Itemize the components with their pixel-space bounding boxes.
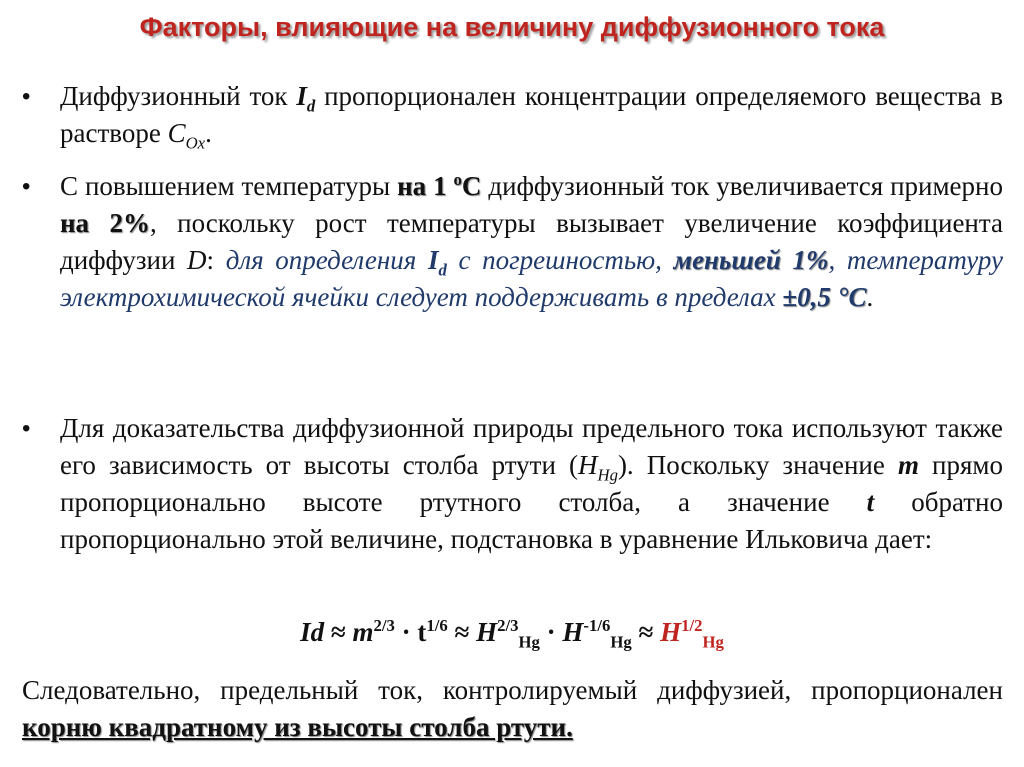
p2-bold-1: на 1 $^о$С: [397, 170, 482, 201]
bullet-3-marker: •: [22, 415, 31, 442]
p1-text-2: пропорционален концентрации определяемого вещества в растворе: [60, 81, 1003, 148]
p2-italic-2: с погрешностью,: [446, 245, 674, 275]
p1-text-1: Диффузионный ток: [60, 81, 297, 111]
p1-id-symbol: $I_d$: [296, 81, 316, 116]
conclusion-text: [22, 672, 1003, 746]
p2-text-3: , поскольку рост температуры вызывает увеличение коэффициента диффузии: [60, 208, 1003, 275]
p3-text-2: ). Поскольку значение: [617, 450, 898, 480]
p2-bold-italic-4: ±0,5 °С: [782, 282, 867, 312]
p2-text-1: С повышением температуры: [60, 171, 398, 201]
p3-text-3: прямо пропорционально высоте ртутного столба, а значение: [60, 450, 1003, 517]
p3-h-symbol: $H_{Hg}$: [577, 450, 618, 485]
bullet-1-marker: •: [22, 83, 31, 110]
p2-bold-italic-3: меньшей 1%: [673, 245, 829, 275]
bullet-2-text: С повышением температуры на 1 $^о$С диффузионный ток увеличивается примерно на 2%, поскольку рост температуры вызывает увеличение коэффициента диффузии D: для определения $I_d$ с погрешностью, меньшей 1%, температуру электрохимической ячейки следует поддерживать в пределах ±0,5 °С.: [60, 170, 1004, 312]
p1-c-symbol: $C_{Ox}$: [167, 118, 206, 153]
p2-text-2: диффузионный ток увеличивается примерно: [481, 171, 1003, 201]
conclusion-text-1: Следовательно, предельный ток, контролируемый диффузией, пропорционален: [22, 675, 1003, 705]
formula-h2: H: [562, 617, 584, 647]
bullet-1-text: Диффузионный ток $I_d$ пропорционален концентрации определяемого вещества в растворе $C_{Ox}$.: [60, 81, 1003, 153]
p3-text-4: обратно пропорционально этой величине, подстановка в уравнение Ильковича дает:: [60, 487, 1003, 554]
formula-id: Id: [300, 617, 325, 647]
p2-bold-2: на 2%: [60, 208, 150, 238]
p3-m-symbol: m: [897, 450, 919, 480]
formula-t: t: [417, 617, 427, 647]
p2-d-symbol: D: [187, 245, 207, 275]
bullet-2-marker: •: [22, 173, 31, 200]
bullet-3-text: [60, 410, 1003, 558]
formula-h1: H: [476, 617, 498, 647]
p3-text-1: Для доказательства диффузионной природы предельного тока используют также его зависимость от высоты столба ртути (: [60, 413, 1003, 480]
p2-italic-3: , температуру электрохимической ячейки следует поддерживать в пределах: [60, 245, 1004, 312]
formula-m: m: [352, 617, 374, 647]
p3-t-symbol: t: [866, 487, 875, 517]
p2-id-symbol: $I_d$: [427, 245, 447, 280]
formula-result: $H^{1/2}_{Hg}$: [660, 616, 724, 652]
slide-title: Факторы, влияющие на величину диффузионного тока: [139, 12, 885, 42]
conclusion-underlined: корню квадратному из высоты столба ртути.: [22, 712, 573, 742]
ilkovic-formula: $Id \approx m^{2/3} \cdot t^{1/6} \approx H^{2/3}_{Hg} \cdot H^{-1/6}_{Hg} \approx H^{1/2}_{Hg}$: [300, 616, 724, 652]
p2-italic-1: для определения: [225, 245, 428, 275]
